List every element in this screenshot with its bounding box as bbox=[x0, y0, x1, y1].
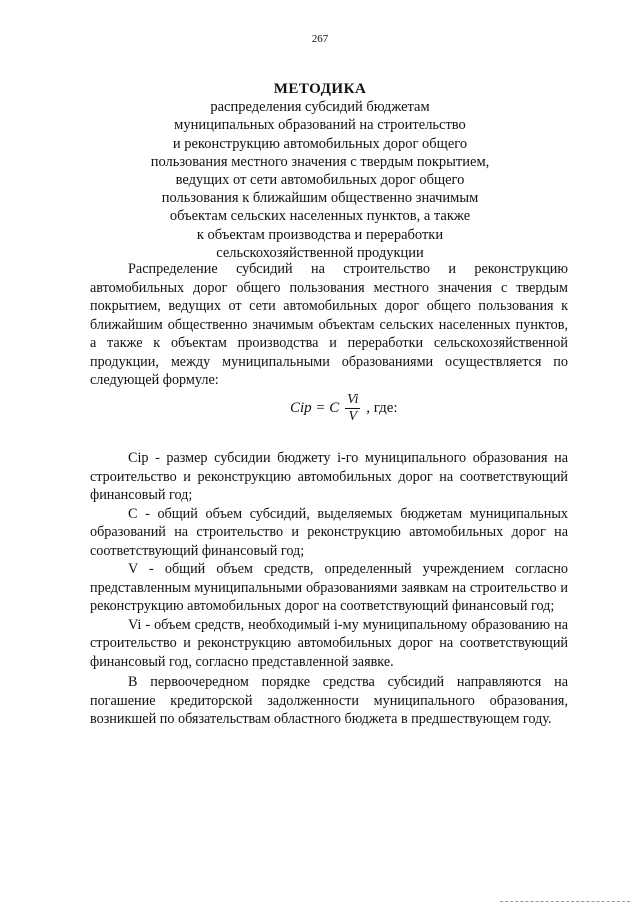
closing-paragraph: В первоочередном порядке средства субсидий направляются на погашение кредиторской задолженности муниципального образования, возникшей по обязательствам областного бюджета в предшествующем году. bbox=[90, 674, 568, 727]
subtitle-line: пользования местного значения с твердым покрытием, bbox=[150, 153, 490, 170]
subtitle-line: ведущих от сети автомобильных дорог общего bbox=[175, 172, 465, 189]
document-title: МЕТОДИКА bbox=[273, 81, 367, 97]
definition-c: С - общий объем субсидий, выделяемых бюджетам муниципальных образований на строительство и реконструкцию автомобильных дорог на соответствующий финансовый год; bbox=[90, 505, 568, 559]
formula-tail: , где: bbox=[366, 400, 398, 416]
subtitle-line: муниципальных образований на строительство bbox=[174, 117, 466, 134]
page-number: 267 bbox=[311, 33, 329, 45]
subtitle-line: пользования к ближайшим общественно значимым bbox=[161, 190, 479, 207]
definition-v: V - общий объем средств, определенный учреждением согласно представленным муниципальными образованиями заявкам на строительство и реконструкцию автомобильных дорог на соответствующий финансовый год; bbox=[90, 561, 568, 614]
formula-denominator: V bbox=[348, 409, 358, 424]
subtitle-line: сельскохозяйственной продукции bbox=[216, 244, 424, 261]
subtitle-line: и реконструкцию автомобильных дорог общего bbox=[172, 135, 468, 152]
intro-section bbox=[90, 260, 568, 390]
subtitle-line: распределения субсидий бюджетам bbox=[210, 99, 430, 116]
subtitle-line: к объектам производства и переработки bbox=[196, 226, 444, 243]
formula-numerator: Vi bbox=[347, 392, 359, 407]
formula-lhs: Ciр = C bbox=[290, 400, 340, 416]
definition-cip: Ciр - размер субсидии бюджету i-го муниципального образования на строительство и реконструкцию автомобильных дорог на соответствующий финансовый год; bbox=[90, 450, 568, 503]
definition-vi: Vi - объем средств, необходимый i-му муниципальному образованию на строительство и реконструкцию автомобильных дорог на соответствующий финансовый год, согласно представленной заявке. bbox=[90, 616, 568, 670]
distribution-formula bbox=[290, 392, 398, 432]
document-header bbox=[130, 80, 510, 262]
formula-fraction bbox=[345, 392, 360, 425]
intro-paragraph: Распределение субсидий на строительство и реконструкцию автомобильных дорог общего пользования местного значения с твердым покрытием, ведущих от сети автомобильных дорог общего пользования к ближайшим общественно значимым объектам сельских населенных пунктов, а также к объектам производства и переработки сельскохозяйственной продукции, между муниципальными образованиями осуществляется по следующей формуле: bbox=[90, 261, 568, 388]
subtitle-line: объектам сельских населенных пунктов, а также bbox=[169, 208, 471, 225]
definitions-section bbox=[90, 449, 568, 729]
scan-artifact-line bbox=[500, 900, 630, 902]
